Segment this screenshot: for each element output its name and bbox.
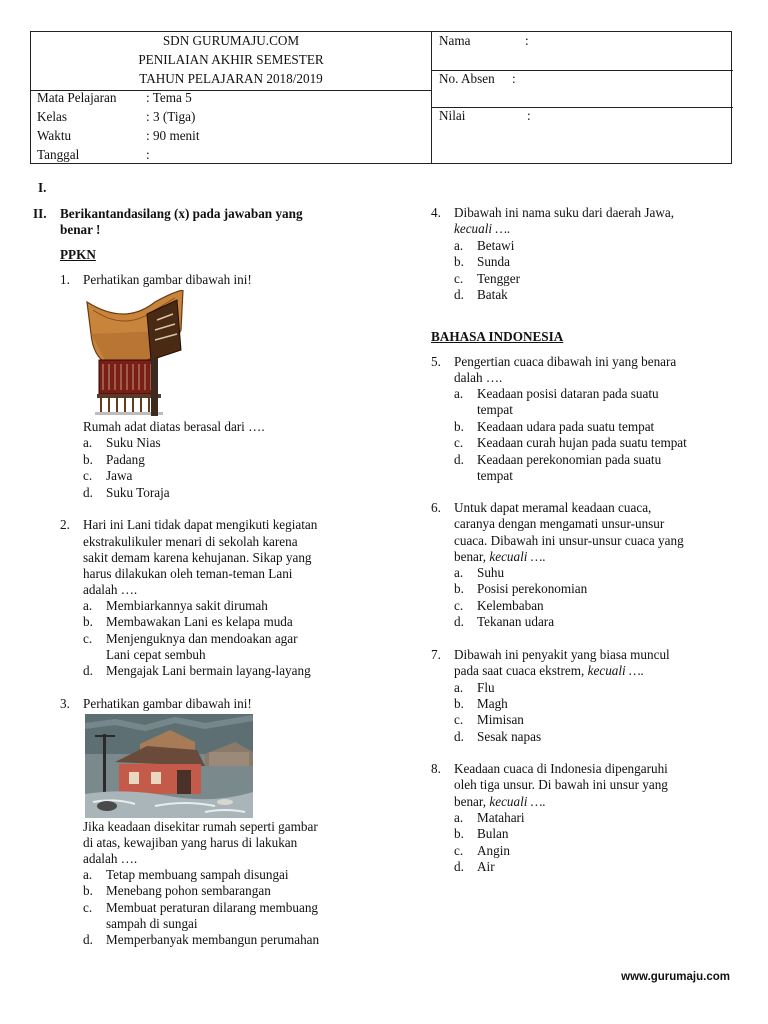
- subject-heading-bahasa: BAHASA INDONESIA: [431, 329, 564, 344]
- option-text: Keadaan posisi dataran pada suatu: [477, 386, 659, 401]
- field-class-label: Kelas: [37, 109, 68, 124]
- option-letter: c.: [454, 712, 464, 727]
- option-letter: c.: [83, 900, 93, 915]
- question-text: Dibawah ini nama suku dari daerah Jawa,: [454, 205, 675, 220]
- option-letter: d.: [83, 932, 93, 947]
- option-letter: b.: [83, 452, 93, 467]
- question-text: Hari ini Lani tidak dapat mengikuti kegiatan: [83, 517, 318, 532]
- field-date-value: :: [146, 147, 150, 162]
- option-letter: a.: [454, 238, 464, 253]
- field-date-label: Tanggal: [37, 147, 80, 162]
- header-divider: [431, 107, 733, 108]
- instruction-line: Berikantandasilang (x) pada jawaban yang: [60, 206, 303, 221]
- option-letter: a.: [83, 435, 93, 450]
- question-text: dalah ….: [454, 370, 503, 385]
- option-text: Keadaan udara pada suatu tempat: [477, 419, 655, 434]
- section-two-number: II.: [33, 206, 47, 221]
- option-text: Suku Toraja: [106, 485, 170, 500]
- footer-website: www.gurumaju.com: [621, 971, 730, 983]
- question-number: 2.: [60, 517, 70, 532]
- option-text: Tekanan udara: [477, 614, 555, 629]
- option-letter: b.: [83, 883, 93, 898]
- option-text: Mengajak Lani bermain layang-layang: [106, 663, 311, 678]
- option-text: Membawakan Lani es kelapa muda: [106, 614, 293, 629]
- option-text: Magh: [477, 696, 508, 711]
- option-text: Mimisan: [477, 712, 524, 727]
- question-number: 8.: [431, 761, 441, 776]
- field-score-value: :: [527, 108, 531, 123]
- option-text: sampah di sungai: [106, 916, 198, 931]
- exam-year: TAHUN PELAJARAN 2018/2019: [139, 71, 323, 86]
- option-text: Jawa: [106, 468, 133, 483]
- question-text: Rumah adat diatas berasal dari ….: [83, 419, 265, 434]
- option-text: Flu: [477, 680, 495, 695]
- option-letter: b.: [454, 826, 464, 841]
- option-text: Angin: [477, 843, 510, 858]
- question-text: benar, kecuali ….: [454, 794, 546, 809]
- option-letter: b.: [454, 419, 464, 434]
- option-letter: c.: [454, 271, 464, 286]
- option-letter: c.: [454, 435, 464, 450]
- question-text: benar, kecuali ….: [454, 549, 546, 564]
- question-text: adalah ….: [83, 582, 138, 597]
- field-name-value: :: [525, 33, 529, 48]
- header-table: [30, 31, 732, 164]
- option-text: Betawi: [477, 238, 515, 253]
- option-text: Tengger: [477, 271, 521, 286]
- option-letter: a.: [454, 565, 464, 580]
- option-letter: d.: [83, 485, 93, 500]
- option-text: Air: [477, 859, 495, 874]
- question-number: 5.: [431, 354, 441, 369]
- header-divider: [431, 32, 432, 163]
- school-name: SDN GURUMAJU.COM: [162, 33, 300, 48]
- field-subject-value: : Tema 5: [146, 90, 192, 105]
- toraja-house-image: [85, 290, 185, 420]
- option-text: Menjenguknya dan mendoakan agar: [106, 631, 298, 646]
- option-text: Lani cepat sembuh: [106, 647, 206, 662]
- option-letter: a.: [454, 810, 464, 825]
- option-letter: d.: [83, 663, 93, 678]
- question-text: Untuk dapat meramal keadaan cuaca,: [454, 500, 652, 515]
- option-text: Menebang pohon sembarangan: [106, 883, 271, 898]
- field-class-value: : 3 (Tiga): [146, 109, 196, 124]
- question-text: Jika keadaan disekitar rumah seperti gambar: [83, 819, 318, 834]
- option-text: Sesak napas: [477, 729, 542, 744]
- option-letter: a.: [83, 867, 93, 882]
- section-one-number: I.: [38, 180, 47, 195]
- question-number: 1.: [60, 272, 70, 287]
- option-text: Matahari: [477, 810, 525, 825]
- option-text: Tetap membuang sampah disungai: [106, 867, 289, 882]
- option-letter: b.: [83, 614, 93, 629]
- question-number: 6.: [431, 500, 441, 515]
- field-absen-label: No. Absen: [439, 71, 495, 86]
- option-text: Sunda: [477, 254, 510, 269]
- option-text: Membiarkannya sakit dirumah: [106, 598, 268, 613]
- question-text: harus dilakukan oleh teman-teman Lani: [83, 566, 293, 581]
- option-letter: c.: [83, 468, 93, 483]
- question-text: Pengertian cuaca dibawah ini yang benara: [454, 354, 677, 369]
- field-name-label: Nama: [439, 33, 471, 48]
- option-text: Suku Nias: [106, 435, 161, 450]
- option-text: Keadaan perekonomian pada suatu: [477, 452, 662, 467]
- question-number: 7.: [431, 647, 441, 662]
- option-letter: b.: [454, 581, 464, 596]
- question-number: 3.: [60, 696, 70, 711]
- subject-heading-ppkn: PPKN: [60, 247, 96, 262]
- question-text: sakit demam karena kehujanan. Sikap yang: [83, 550, 312, 565]
- field-subject-label: Mata Pelajaran: [37, 90, 117, 105]
- question-number: 4.: [431, 205, 441, 220]
- option-letter: d.: [454, 729, 464, 744]
- question-text: Perhatikan gambar dibawah ini!: [83, 272, 252, 287]
- option-text: Memperbanyak membangun perumahan: [106, 932, 320, 947]
- option-letter: a.: [454, 386, 464, 401]
- option-letter: b.: [454, 696, 464, 711]
- question-text: adalah ….: [83, 851, 138, 866]
- option-letter: d.: [454, 287, 464, 302]
- question-text: kecuali ….: [454, 221, 511, 236]
- option-letter: d.: [454, 859, 464, 874]
- question-text: ekstrakulikuler menari di sekolah karena: [83, 534, 298, 549]
- question-text: oleh tiga unsur. Di bawah ini unsur yang: [454, 777, 668, 792]
- option-letter: d.: [454, 614, 464, 629]
- option-text: Padang: [106, 452, 145, 467]
- flood-scene-image: [85, 714, 253, 818]
- option-letter: a.: [454, 680, 464, 695]
- option-letter: a.: [83, 598, 93, 613]
- field-time-value: : 90 menit: [146, 128, 200, 143]
- option-letter: c.: [454, 598, 464, 613]
- option-text: Kelembaban: [477, 598, 544, 613]
- option-text: Batak: [477, 287, 508, 302]
- option-text: Membuat peraturan dilarang membuang: [106, 900, 319, 915]
- option-letter: c.: [83, 631, 93, 646]
- question-text: Dibawah ini penyakit yang biasa muncul: [454, 647, 670, 662]
- exam-title: PENILAIAN AKHIR SEMESTER: [138, 52, 324, 67]
- field-time-label: Waktu: [37, 128, 72, 143]
- question-text: caranya dengan mengamati unsur-unsur: [454, 516, 665, 531]
- option-text: tempat: [477, 402, 513, 417]
- question-text: Perhatikan gambar dibawah ini!: [83, 696, 252, 711]
- field-score-label: Nilai: [439, 108, 466, 123]
- option-text: tempat: [477, 468, 513, 483]
- question-text: Keadaan cuaca di Indonesia dipengaruhi: [454, 761, 668, 776]
- field-absen-value: :: [512, 71, 516, 86]
- option-text: Suhu: [477, 565, 505, 580]
- option-letter: d.: [454, 452, 464, 467]
- option-text: Keadaan curah hujan pada suatu tempat: [477, 435, 687, 450]
- question-text: pada saat cuaca ekstrem, kecuali ….: [454, 663, 645, 678]
- option-letter: c.: [454, 843, 464, 858]
- option-text: Bulan: [477, 826, 509, 841]
- option-letter: b.: [454, 254, 464, 269]
- question-text: cuaca. Dibawah ini unsur-unsur cuaca yang: [454, 533, 684, 548]
- option-text: Posisi perekonomian: [477, 581, 588, 596]
- instruction-line: benar !: [60, 222, 101, 237]
- question-text: di atas, kewajiban yang harus di lakukan: [83, 835, 298, 850]
